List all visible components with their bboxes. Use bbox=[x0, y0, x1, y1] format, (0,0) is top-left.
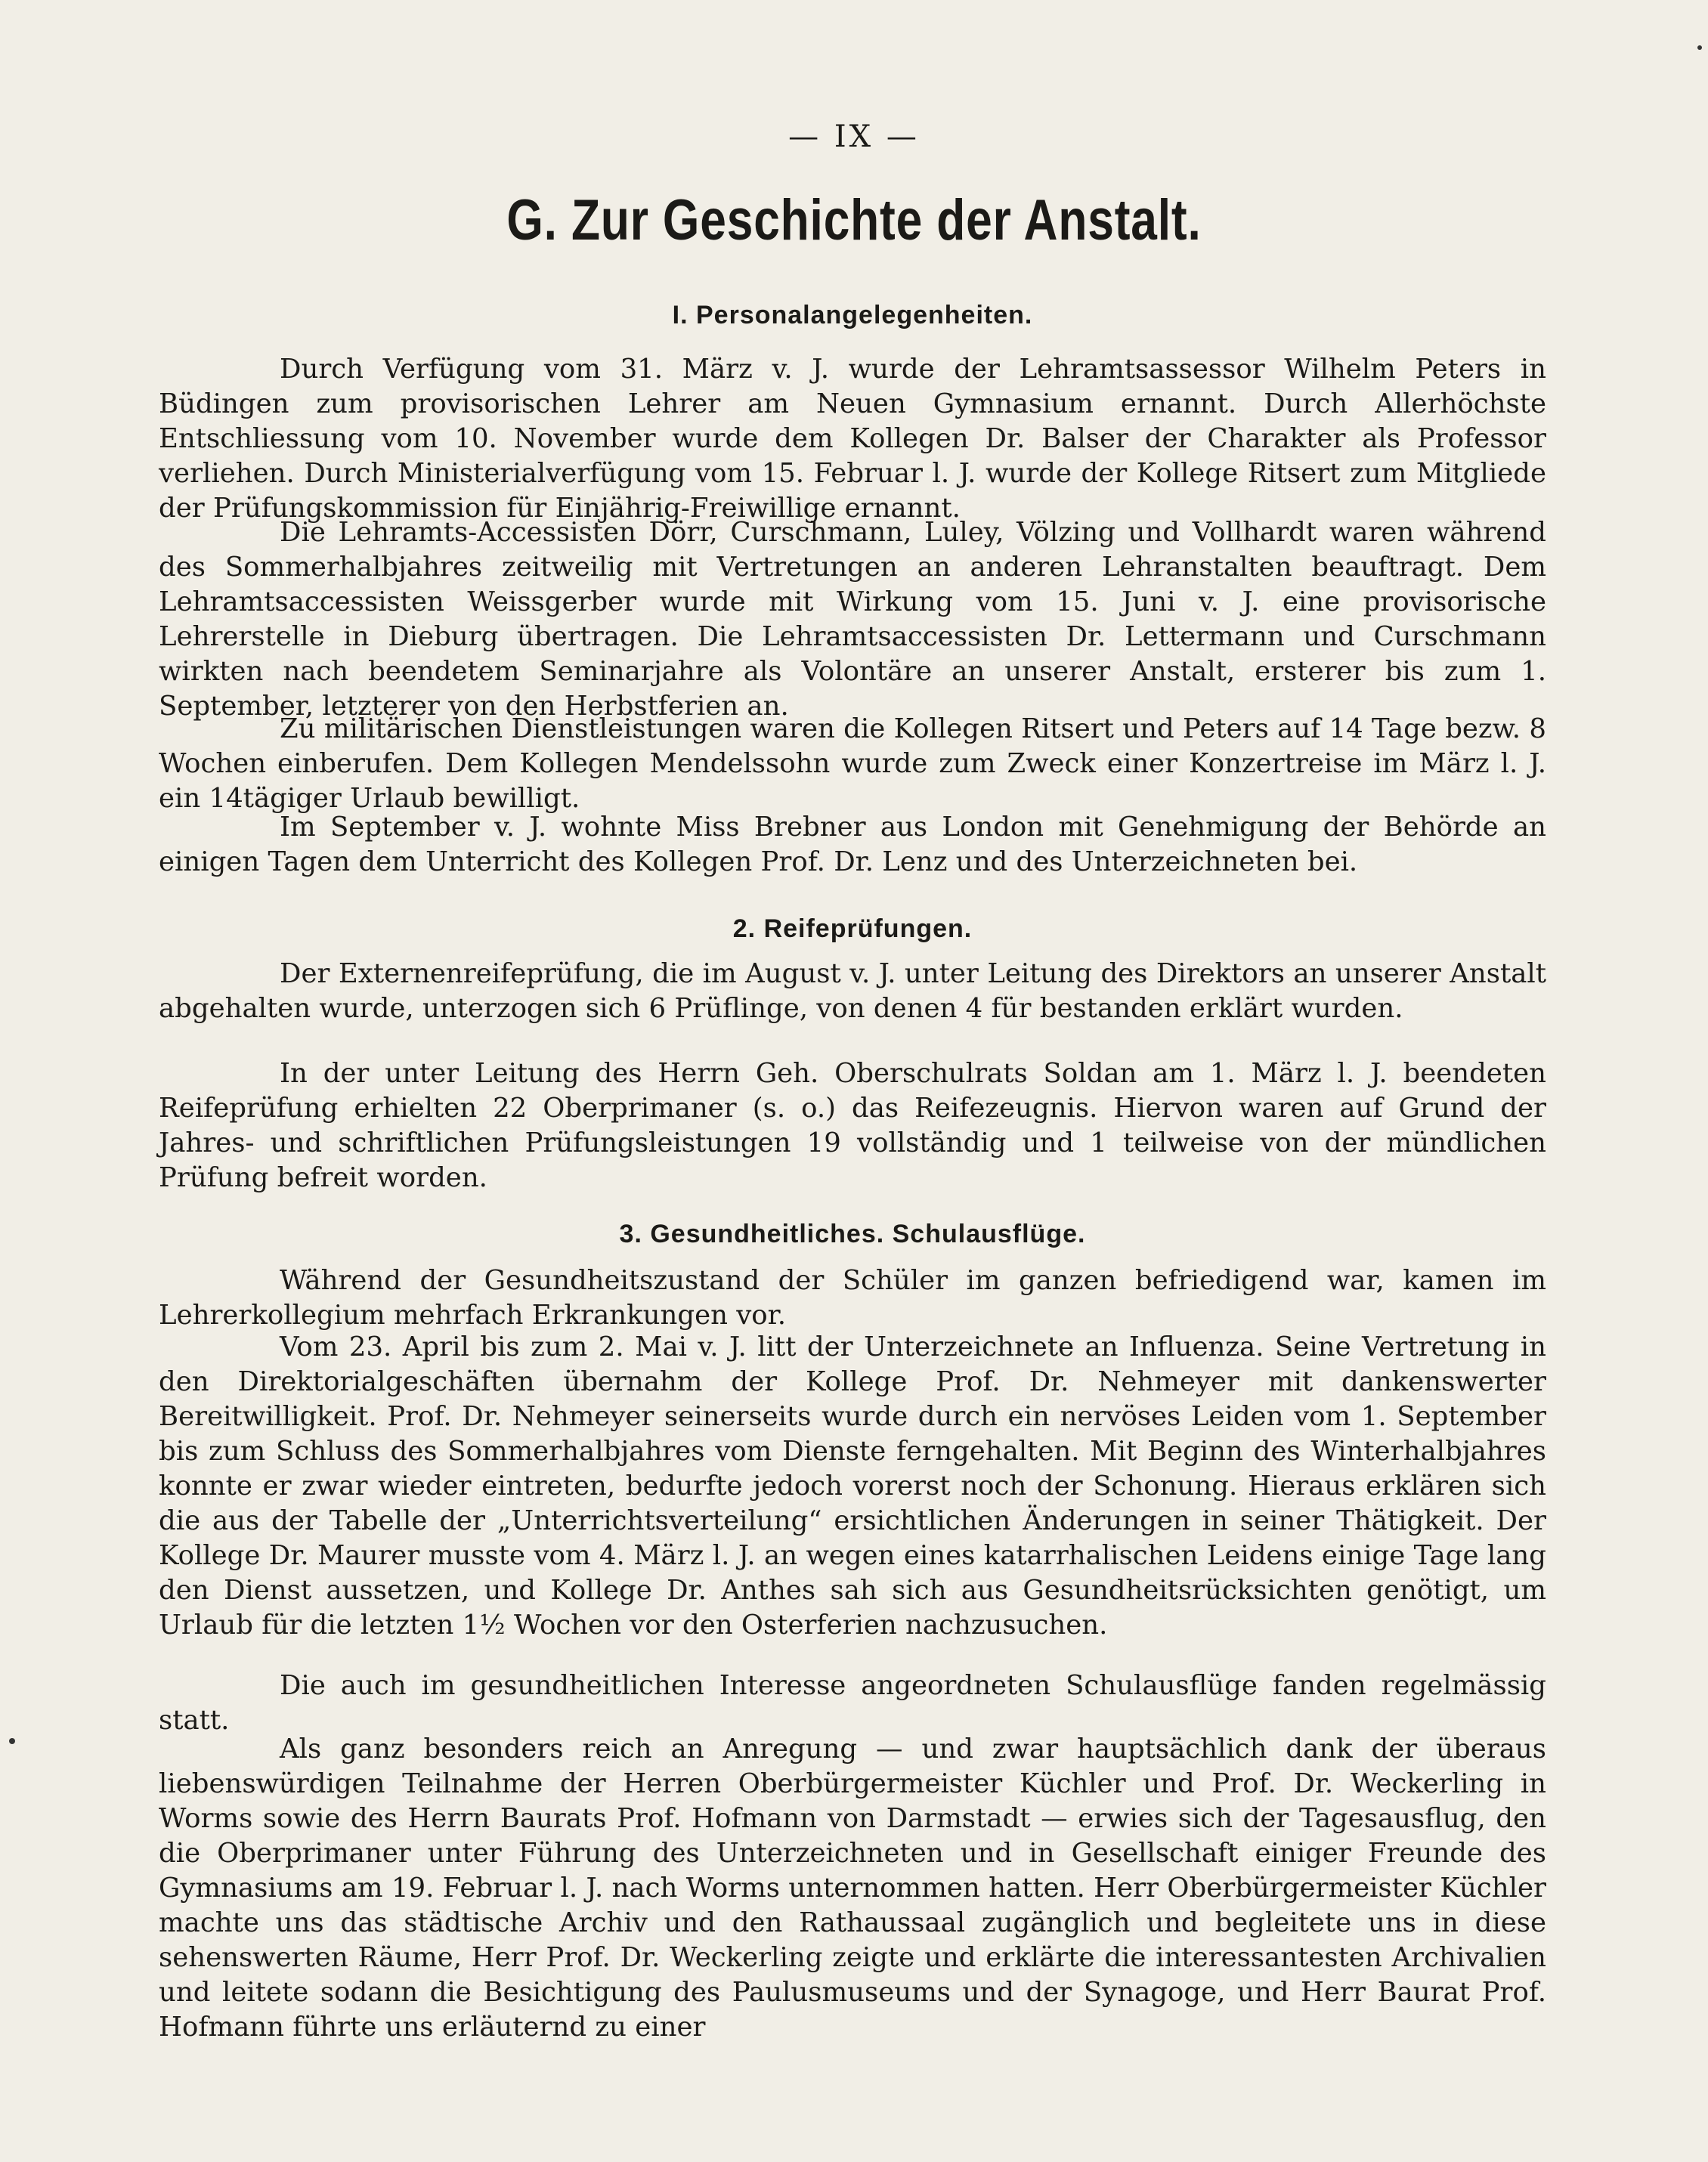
section-heading-gesundheitliches: 3. Gesundheitliches. Schulausflüge. bbox=[619, 1220, 1086, 1248]
paragraph: Vom 23. April bis zum 2. Mai v. J. litt der Unterzeichnete an Influenza. Seine Vertretung in den Direktorialgeschäften übernahm der Kollege Prof. Dr. Nehmeyer mit dankenswerter Bereitwilligkeit. Prof. Dr. Nehmeyer seinerseits wurde durch ein nervöses Leiden vom 1. September bis zum Schluss des Sommerhalbjahres vom Dienste ferngehalten. Mit Beginn des Winterhalbjahres konnte er zwar wieder eintreten, bedurfte jedoch vorerst noch der Schonung. Hieraus erklären sich die aus der Tabelle der „Unterrichtsverteilung“ ersichtlichen Änderungen in seiner Thätigkeit. Der Kollege Dr. Maurer musste vom 4. März l. J. an wegen eines katarrhalischen Leidens einige Tage lang den Dienst aussetzen, und Kollege Dr. Anthes sah sich aus Gesundheitsrücksichten genötigt, um Urlaub für die letzten 1½ Wochen vor den Osterferien nachzusuchen. bbox=[159, 1332, 1546, 1641]
paragraph: Als ganz besonders reich an Anregung — und zwar hauptsächlich dank der überaus liebenswürdigen Teilnahme der Herren Oberbürgermeister Küchler und Prof. Dr. Weckerling in Worms sowie des Herrn Baurats Prof. Hofmann von Darmstadt — erwies sich der Tagesausflug, den die Oberprimaner unter Führung des Unterzeichneten und in Gesellschaft einiger Freunde des Gymnasiums am 19. Februar l. J. nach Worms unternommen hatten. Herr Oberbürgermeister Küchler machte uns das städtische Archiv und den Rathaussaal zugänglich und begleitete uns in diese sehenswerten Räume, Herr Prof. Dr. Weckerling zeigte und erklärte die interessantesten Archivalien und leitete sodann die Besichtigung des Paulusmuseums und der Synagoge, und Herr Baurat Prof. Hofmann führte uns erläuternd zu einer bbox=[159, 1734, 1546, 2043]
paragraph: Die auch im gesundheitlichen Interesse angeordneten Schulausflüge fanden regelmässig statt. bbox=[159, 1670, 1546, 1736]
ink-spot bbox=[1697, 45, 1702, 50]
paragraph: In der unter Leitung des Herrn Geh. Oberschulrats Soldan am 1. März l. J. beendeten Reifeprüfung erhielten 22 Oberprimaner (s. o.) das Reifezeugnis. Hiervon waren auf Grund der Jahres- und schriftlichen Prüfungsleistungen 19 vollständig und 1 teilweise von der mündlichen Prüfung befreit worden. bbox=[159, 1058, 1546, 1193]
paragraph: Die Lehramts-Accessisten Dörr, Curschmann, Luley, Völzing und Vollhardt waren während des Sommerhalbjahres zeitweilig mit Vertretungen an anderen Lehranstalten beauftragt. Dem Lehramtsaccessisten Weissgerber wurde mit Wirkung vom 15. Juni v. J. eine provisorische Lehrerstelle in Dieburg übertragen. Die Lehramtsaccessisten Dr. Lettermann und Curschmann wirkten nach beendetem Seminarjahre als Volontäre an unserer Anstalt, ersterer bis zum 1. September, letzterer von den Herbstferien an. bbox=[159, 517, 1546, 722]
ink-spot bbox=[9, 1738, 15, 1744]
paragraph: Im September v. J. wohnte Miss Brebner aus London mit Genehmigung der Behörde an einigen Tagen dem Unterricht des Kollegen Prof. Dr. Lenz und des Unterzeichneten bei. bbox=[159, 812, 1546, 877]
paragraph: Der Externenreifeprüfung, die im August v. J. unter Leitung des Direktors an unserer Anstalt abgehalten wurde, unterzogen sich 6 Prüflinge, von denen 4 für bestanden erklärt wurden. bbox=[159, 958, 1546, 1024]
paragraph: Durch Verfügung vom 31. März v. J. wurde der Lehramtsassessor Wilhelm Peters in Büdingen zum provisorischen Lehrer am Neuen Gymnasium ernannt. Durch Allerhöchste Entschliessung vom 10. November wurde dem Kollegen Dr. Balser der Charakter als Professor verliehen. Durch Ministerialverfügung vom 15. Februar l. J. wurde der Kollege Ritsert zum Mitgliede der Prüfungskommission für Einjährig-Freiwillige ernannt. bbox=[159, 354, 1546, 524]
section-heading-personalangelegenheiten: I. Personalangelegenheiten. bbox=[672, 301, 1033, 329]
page-title: G. Zur Geschichte der Anstalt. bbox=[506, 188, 1202, 252]
section-heading-reifepruefungen: 2. Reifeprüfungen. bbox=[732, 914, 973, 943]
paragraph: Während der Gesundheitszustand der Schüler im ganzen befriedigend war, kamen im Lehrerkollegium mehrfach Erkrankungen vor. bbox=[159, 1265, 1546, 1331]
paragraph: Zu militärischen Dienstleistungen waren die Kollegen Ritsert und Peters auf 14 Tage bezw. 8 Wochen einberufen. Dem Kollegen Mendelssohn wurde zum Zweck einer Konzertreise im März l. J. ein 14tägiger Urlaub bewilligt. bbox=[159, 713, 1546, 814]
page-number: — IX — bbox=[788, 119, 920, 154]
